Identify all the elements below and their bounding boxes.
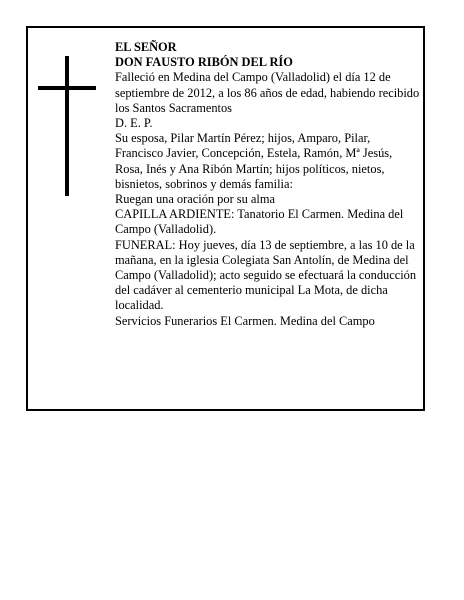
title-line-1: EL SEÑOR (115, 40, 177, 54)
cross-icon-crossbar (38, 86, 96, 90)
chapel-info: CAPILLA ARDIENTE: Tanatorio El Carmen. Medina del Campo (Valladolid). (115, 207, 404, 237)
death-info: Falleció en Medina del Campo (Valladolid) el día 12 de septiembre de 2012, a los 86 años de edad, habiendo recibido los Santos Sacramentos (115, 70, 420, 115)
funeral-info: FUNERAL: Hoy jueves, día 13 de septiembre, a las 10 de la mañana, en la iglesia Colegiata San Antolín, de Medina del Campo (Valladolid); acto seguido se efectuará la conducción del cadáver al cementerio municipal La Mota, de dicha localidad. (115, 237, 417, 313)
prayer-request: Ruegan una oración por su alma (115, 192, 275, 207)
cross-icon (65, 56, 69, 196)
funeral-services: Servicios Funerarios El Carmen. Medina del Campo (115, 313, 375, 328)
family-list: Su esposa, Pilar Martín Pérez; hijos, Amparo, Pilar, Francisco Javier, Concepción, Estela, Ramón, Mª Jesús, Rosa, Inés y Ana Ribón Martín; hijos políticos, nietos, bisnietos, sobrinos y demás familia: (115, 131, 393, 191)
rip-line: D. E. P. (115, 116, 153, 131)
deceased-name: DON FAUSTO RIBÓN DEL RÍO (115, 55, 293, 70)
obituary-text (115, 40, 421, 329)
